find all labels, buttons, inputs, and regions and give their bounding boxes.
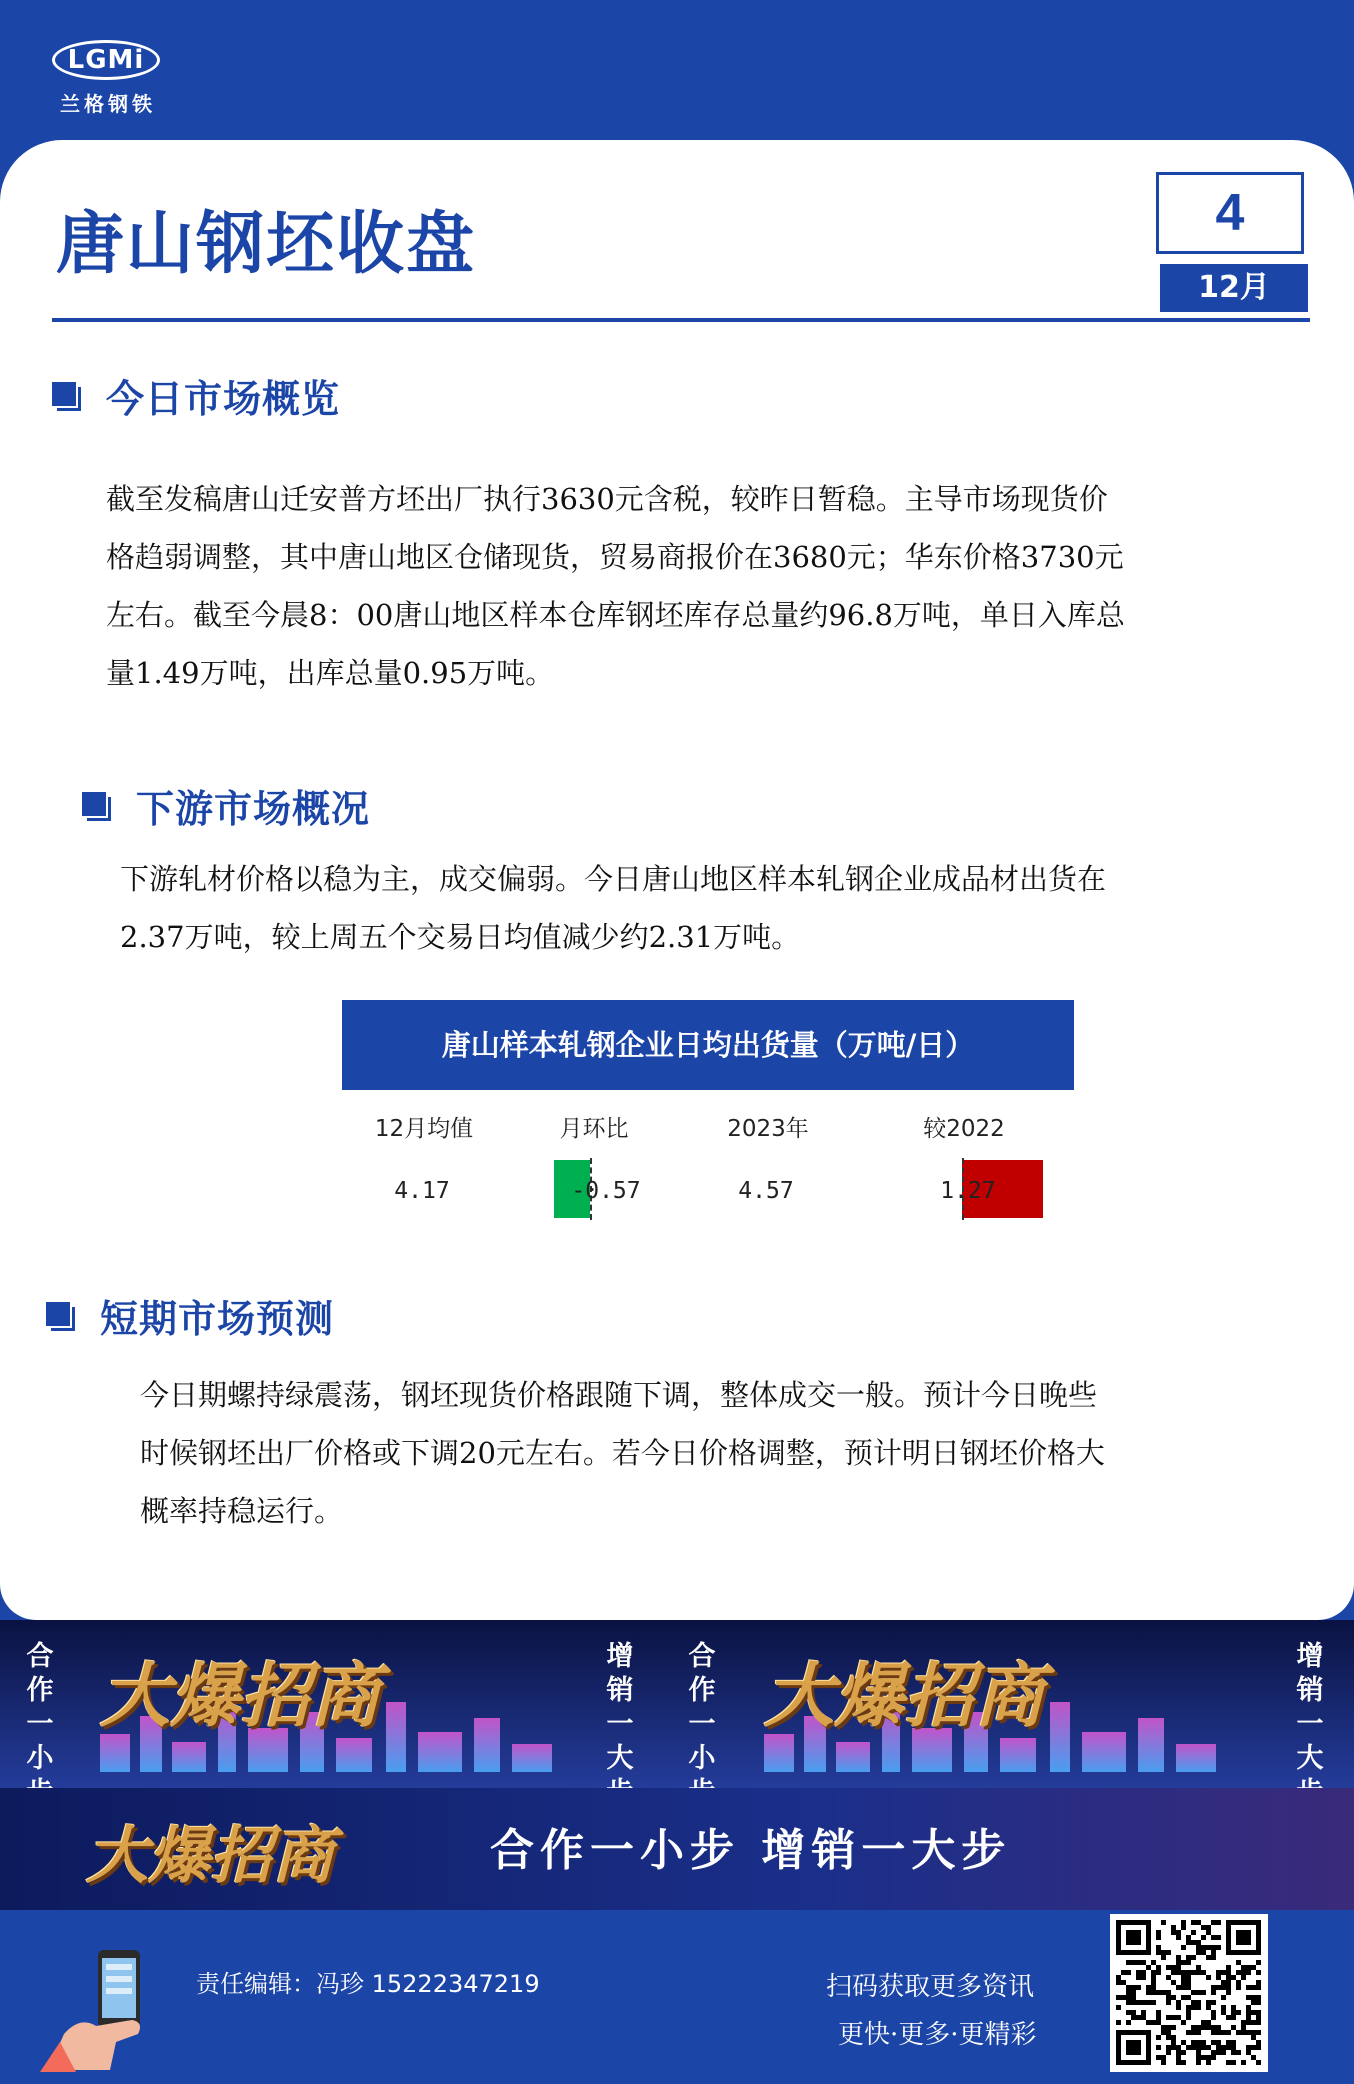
ad-headline: 大爆招商 [86, 1819, 335, 1892]
date-day: 4 [1156, 172, 1304, 254]
shipment-table-title: 唐山样本轧钢企业日均出货量（万吨/日） [342, 1000, 1074, 1090]
text-line: 下游轧材价格以稳为主，成交偏弱。今日唐山地区样本轧钢企业成品材出货在 [120, 862, 1107, 896]
table-header-cell: 月环比 [559, 1116, 629, 1142]
ad-strip [0, 1788, 1354, 1910]
table-value-cell: 1.27 [940, 1178, 996, 1204]
text-line: 截至发稿唐山迁安普方坯出厂执行3630元含税，较昨日暂稳。主导市场现货价 [106, 482, 1108, 516]
text-line: 概率持稳运行。 [140, 1494, 344, 1528]
qr-code[interactable] [1110, 1914, 1268, 2072]
ad-tile [664, 1620, 1354, 1788]
table-value-cell: -0.57 [571, 1178, 641, 1204]
table-header-cell: 较2022 [923, 1116, 1005, 1142]
page-title: 唐山钢坯收盘 [56, 204, 477, 284]
ad-vertical-text-left: 合作一小 [26, 1641, 54, 1774]
section-overview-text [106, 470, 1125, 702]
table-header-cell: 12月均值 [374, 1116, 474, 1142]
footer [0, 1910, 1354, 2084]
ad-headline: 大爆招商 [764, 1654, 1044, 1737]
section-downstream-text [120, 850, 1106, 966]
square-bullet-icon [82, 792, 110, 820]
ad-slogan: 合作一小步 增销一大步 [490, 1825, 1012, 1876]
ad-headline: 大爆招商 [100, 1654, 380, 1737]
section-downstream-heading: 下游市场概况 [82, 778, 370, 833]
table-value-cell: 4.17 [394, 1178, 450, 1204]
company-logo [52, 40, 162, 120]
logo-mark: LGMi [52, 40, 160, 80]
ad-vertical-text-right: 增销一大 [606, 1641, 634, 1774]
text-line: 时候钢坯出厂价格或下调20元左右。若今日价格调整，预计明日钢坯价格大 [140, 1436, 1105, 1470]
text-line: 左右。截至今晨8：00唐山地区样本仓库钢坯库存总量约96.8万吨，单日入库总 [106, 598, 1125, 632]
table-header-cell: 2023年 [727, 1116, 809, 1142]
title-divider [52, 318, 1310, 322]
square-bullet-icon [52, 382, 80, 410]
scan-prompt: 扫码获取更多资讯 [826, 1972, 1035, 2002]
ad-tile [0, 1620, 664, 1788]
text-line: 量1.49万吨，出库总量0.95万吨。 [106, 656, 555, 690]
logo-subtitle: 兰格钢铁 [60, 92, 156, 116]
text-line: 今日期螺持绿震荡，钢坯现货价格跟随下调，整体成交一般。预计今日晚些 [140, 1378, 1098, 1412]
ad-banner[interactable] [0, 1620, 1354, 1910]
section-overview-heading: 今日市场概览 [52, 368, 340, 423]
header-band [0, 0, 1354, 160]
text-line: 2.37万吨，较上周五个交易日均值减少约2.31万吨。 [120, 920, 801, 954]
section-forecast-text [140, 1366, 1105, 1540]
square-bullet-icon [46, 1302, 74, 1330]
scan-tagline: 更快·更多·更精彩 [838, 2020, 1037, 2050]
editor-contact: 责任编辑：冯珍 15222347219 [196, 1970, 540, 1998]
phone-hand-icon [40, 1946, 160, 2072]
ad-vertical-text-right: 增销一大 [1296, 1641, 1324, 1774]
table-value-cell: 4.57 [738, 1178, 794, 1204]
text-line: 格趋弱调整，其中唐山地区仓储现货，贸易商报价在3680元；华东价格3730元 [106, 540, 1124, 574]
section-forecast-heading: 短期市场预测 [46, 1288, 334, 1343]
ad-vertical-text-left: 合作一小 [688, 1641, 716, 1774]
date-month: 12月 [1160, 264, 1308, 312]
